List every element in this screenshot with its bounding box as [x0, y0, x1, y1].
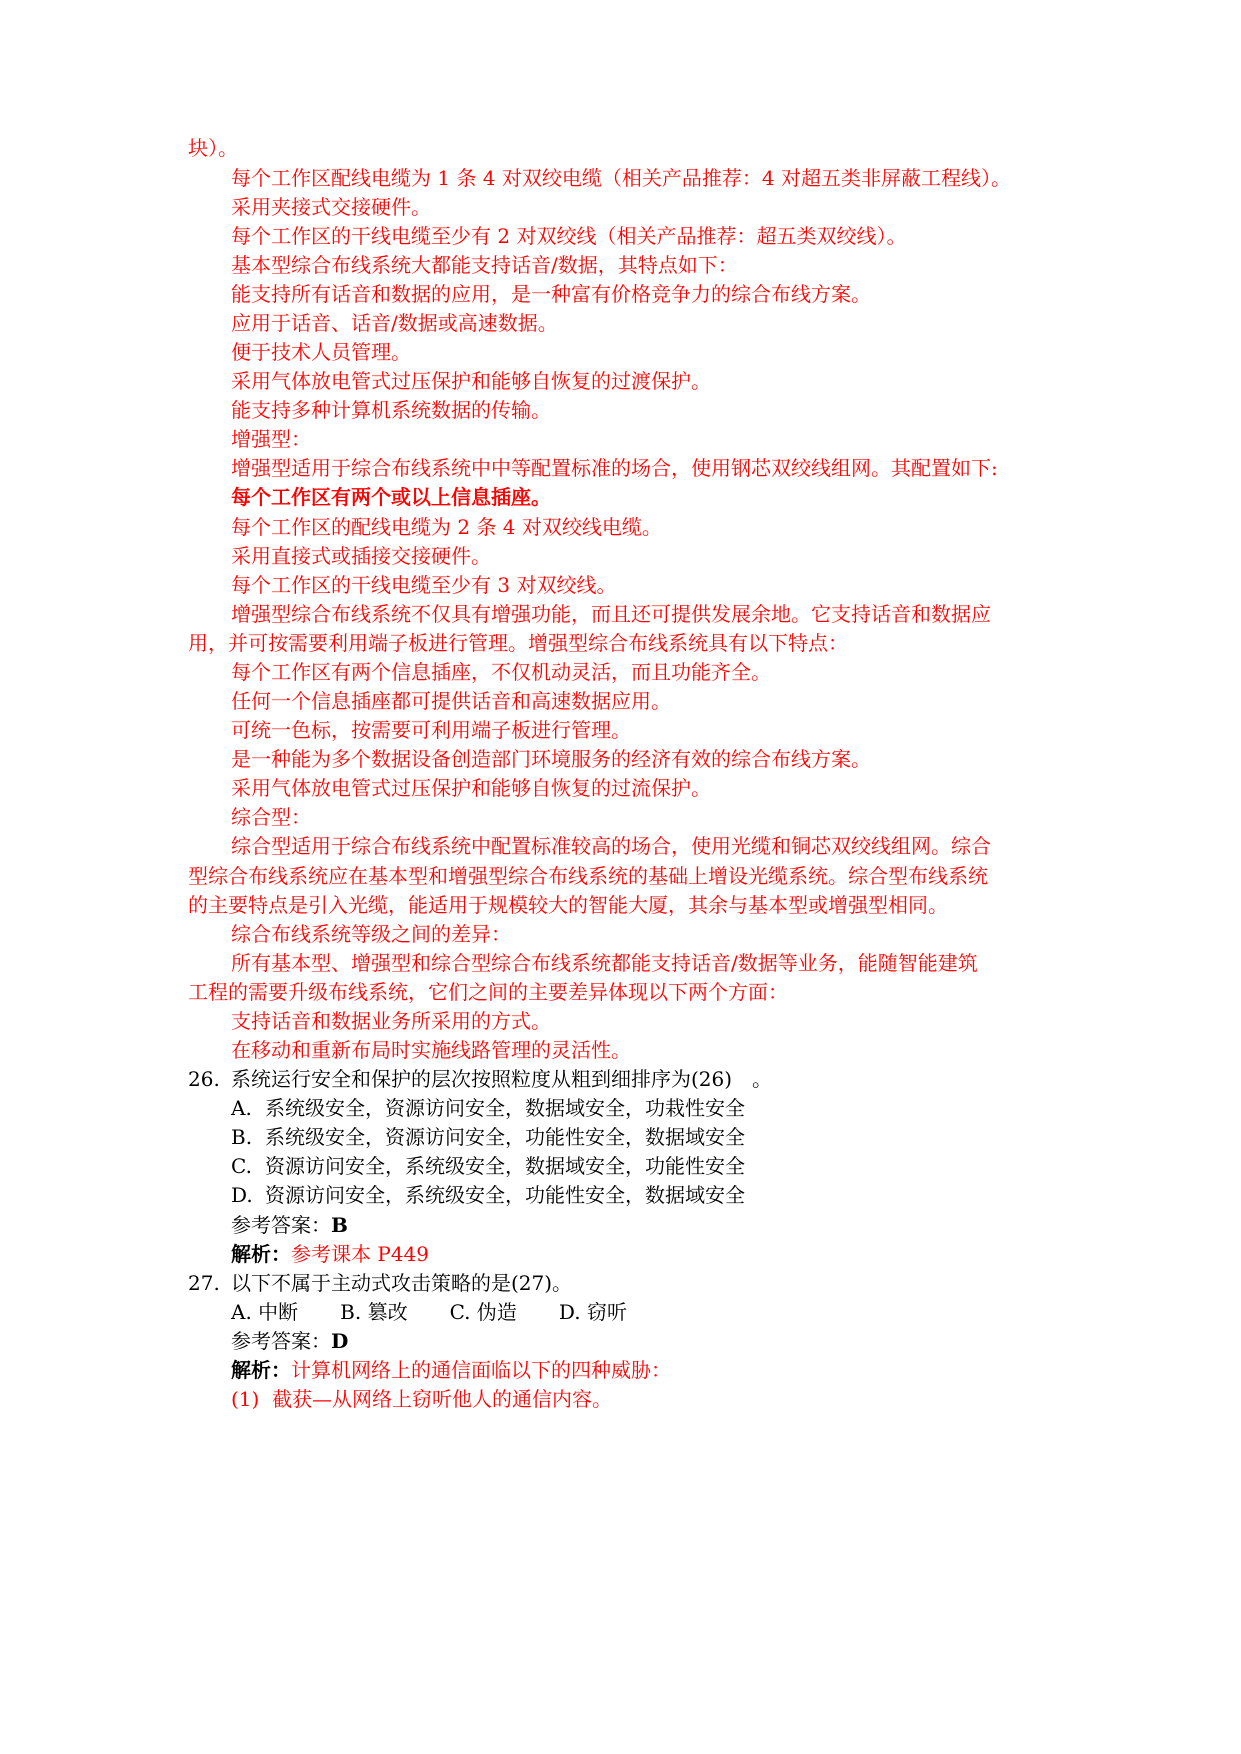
paragraph: 应用于话音、话音/数据或高速数据。 — [231, 311, 558, 335]
option-text: 系统级安全，资源访问安全，数据域安全，功栽性安全 — [265, 1096, 745, 1120]
option-label: A. — [231, 1096, 252, 1120]
paragraph: 工程的需要升级布线系统，它们之间的主要差异体现以下两个方面： — [188, 980, 788, 1004]
option-text: 系统级安全，资源访问安全，功能性安全，数据域安全 — [265, 1125, 745, 1149]
analysis-line — [231, 1356, 671, 1384]
choice-label: D. — [558, 1300, 581, 1324]
paragraph: 可统一色标，按需要可利用端子板进行管理。 — [231, 718, 631, 742]
question-text: 系统运行安全和保护的层次按照粒度从粗到细排序为(26) 。 — [231, 1067, 773, 1091]
paragraph-bold: 每个工作区有两个或以上信息插座。 — [231, 485, 551, 509]
option-a — [231, 1094, 745, 1122]
answer-line — [231, 1211, 348, 1239]
paragraph: 是一种能为多个数据设备创造部门环境服务的经济有效的综合布线方案。 — [231, 747, 871, 771]
section-heading: 综合型： — [231, 805, 311, 829]
paragraph: 采用夹接式交接硬件。 — [231, 195, 431, 219]
section-heading: 增强型： — [231, 427, 311, 451]
paragraph: 所有基本型、增强型和综合型综合布线系统都能支持话音/数据等业务，能随智能建筑 — [231, 951, 978, 975]
choices-row — [231, 1298, 669, 1326]
paragraph: 便于技术人员管理。 — [231, 340, 411, 364]
option-c — [231, 1152, 745, 1180]
choice-d — [559, 1298, 627, 1326]
paragraph: 能支持所有话音和数据的应用，是一种富有价格竞争力的综合布线方案。 — [231, 282, 871, 306]
analysis-item — [231, 1385, 612, 1413]
paragraph: 任何一个信息插座都可提供话音和高速数据应用。 — [231, 689, 671, 713]
paragraph: 块）。 — [188, 136, 238, 160]
answer-label: 参考答案： — [231, 1329, 331, 1353]
choice-b — [340, 1298, 407, 1326]
paragraph: 能支持多种计算机系统数据的传输。 — [231, 398, 551, 422]
paragraph: 采用直接式或插接交接硬件。 — [231, 544, 491, 568]
answer-label: 参考答案： — [231, 1213, 331, 1237]
item-text: 截获—从网络上窃听他人的通信内容。 — [272, 1387, 613, 1411]
option-b — [231, 1123, 745, 1151]
paragraph: 综合型适用于综合布线系统中配置标准较高的场合，使用光缆和铜芯双绞线组网。综合 — [231, 834, 991, 858]
question-number: 27. — [188, 1271, 220, 1295]
option-d — [231, 1181, 745, 1209]
choice-text: 篡改 — [367, 1300, 408, 1324]
paragraph: 采用气体放电管式过压保护和能够自恢复的过渡保护。 — [231, 369, 711, 393]
paragraph: 型综合布线系统应在基本型和增强型综合布线系统的基础上增设光缆系统。综合型布线系统 — [188, 864, 988, 888]
paragraph: 每个工作区有两个信息插座，不仅机动灵活，而且功能齐全。 — [231, 660, 771, 684]
option-text: 资源访问安全，系统级安全，功能性安全，数据域安全 — [265, 1183, 745, 1207]
analysis-text: 参考课本 P449 — [291, 1242, 429, 1266]
paragraph: 在移动和重新布局时实施线路管理的灵活性。 — [231, 1038, 631, 1062]
analysis-label: 解析： — [231, 1242, 291, 1266]
answer-line — [231, 1327, 348, 1355]
paragraph: 每个工作区的干线电缆至少有 2 对双绞线（相关产品推荐：超五类双绞线）。 — [231, 224, 907, 248]
choice-label: B. — [340, 1300, 362, 1324]
item-number: (1) — [231, 1387, 260, 1411]
option-label: B. — [231, 1125, 253, 1149]
answer-value: D — [331, 1329, 349, 1353]
question-text: 以下不属于主动式攻击策略的是(27)。 — [231, 1271, 573, 1295]
analysis-label: 解析： — [231, 1358, 291, 1382]
paragraph: 基本型综合布线系统大都能支持话音/数据，其特点如下： — [231, 253, 738, 277]
paragraph: 用，并可按需要利用端子板进行管理。增强型综合布线系统具有以下特点： — [188, 631, 848, 655]
paragraph: 支持话音和数据业务所采用的方式。 — [231, 1009, 551, 1033]
choice-text: 窃听 — [586, 1300, 627, 1324]
choice-text: 中断 — [258, 1300, 299, 1324]
question-number: 26. — [188, 1067, 220, 1091]
choice-a — [231, 1298, 298, 1326]
paragraph: 增强型综合布线系统不仅具有增强功能，而且还可提供发展余地。它支持话音和数据应 — [231, 602, 991, 626]
paragraph: 每个工作区的干线电缆至少有 3 对双绞线。 — [231, 573, 617, 597]
paragraph: 每个工作区的配线电缆为 2 条 4 对双绞线电缆。 — [231, 515, 662, 539]
analysis-line — [231, 1240, 429, 1268]
option-label: C. — [231, 1154, 252, 1178]
paragraph: 的主要特点是引入光缆，能适用于规模较大的智能大厦，其余与基本型或增强型相同。 — [188, 893, 948, 917]
choice-label: A. — [231, 1300, 252, 1324]
choice-label: C. — [449, 1300, 471, 1324]
analysis-text: 计算机网络上的通信面临以下的四种威胁： — [291, 1358, 671, 1382]
paragraph: 增强型适用于综合布线系统中中等配置标准的场合，使用钢芯双绞线组网。其配置如下: — [231, 456, 998, 480]
answer-value: B — [331, 1213, 348, 1237]
choice-text: 伪造 — [476, 1300, 517, 1324]
choice-c — [450, 1298, 517, 1326]
paragraph: 每个工作区配线电缆为 1 条 4 对双绞电缆（相关产品推荐：4 对超五类非屏蔽工程线）。 — [231, 166, 1011, 190]
option-text: 资源访问安全，系统级安全，数据域安全，功能性安全 — [265, 1154, 745, 1178]
option-label: D. — [231, 1183, 253, 1207]
paragraph: 综合布线系统等级之间的差异： — [231, 922, 511, 946]
paragraph: 采用气体放电管式过压保护和能够自恢复的过流保护。 — [231, 776, 711, 800]
